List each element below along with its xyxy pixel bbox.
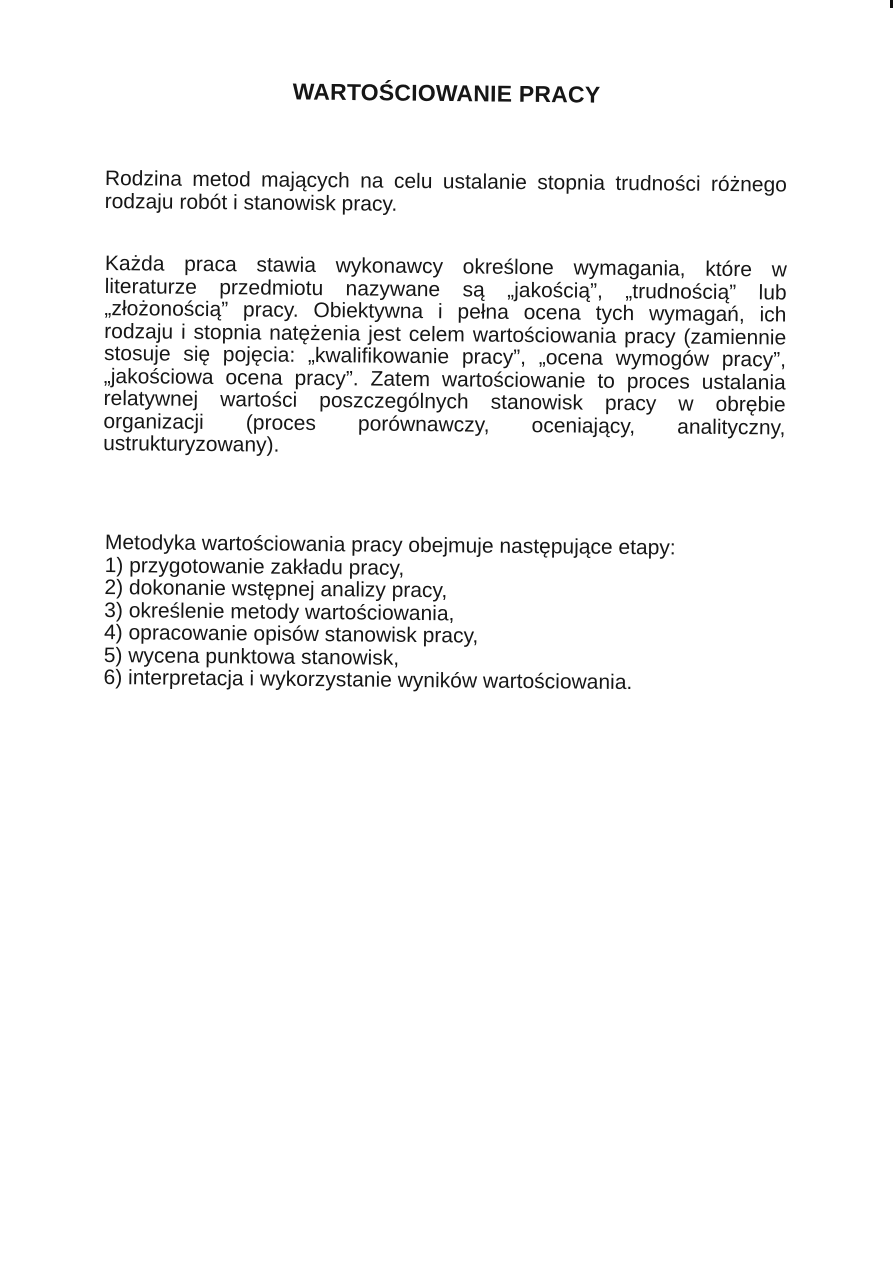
stages-intro: Metodyka wartościowania pracy obejmuje następujące etapy:: [104, 531, 676, 560]
stage-item: 1) przygotowanie zakładu pracy,: [104, 553, 405, 580]
definition-paragraph: Rodzina metod mających na celu ustalanie stopnia trudności różnego rodzaju robót i stanowisk pracy.: [104, 167, 787, 216]
stage-item: 5) wycena punktowa stanowisk,: [103, 643, 400, 670]
methodology-section: [103, 532, 786, 696]
stage-item: 2) dokonanie wstępnej analizy pracy,: [104, 575, 448, 603]
requirements-paragraph: Każda praca stawia wykonawcy określone wymagania, które w literaturze przedmiotu nazywane są „jakością”, „trudnością” lub „złożonością” pracy. Obiektywna i pełna ocena tych wymagań, ich rodzaju i stopnia natężenia jest celem wartościowania pracy (zamiennie stosuje się pojęcia: „kwalifikowanie pracy”, „ocena wymogów pracy”, „jakościowa ocena pracy”. Zatem wartościowanie to proces ustalania relatywnej wartości poszczególnych stanowisk pracy w obrębie organizacji (proces porównawczy, oceniający, analityczny, ustrukturyzowany).: [103, 252, 787, 457]
stage-item: 4) opracowanie opisów stanowisk pracy,: [103, 620, 479, 648]
stage-item: 3) określenie metody wartościowania,: [104, 598, 455, 625]
document-title: WARTOŚCIOWANIE PRACY: [292, 78, 601, 108]
stage-item: 6) interpretacja i wykorzystanie wyników wartościowania.: [103, 665, 633, 695]
stages-list: [103, 554, 786, 696]
